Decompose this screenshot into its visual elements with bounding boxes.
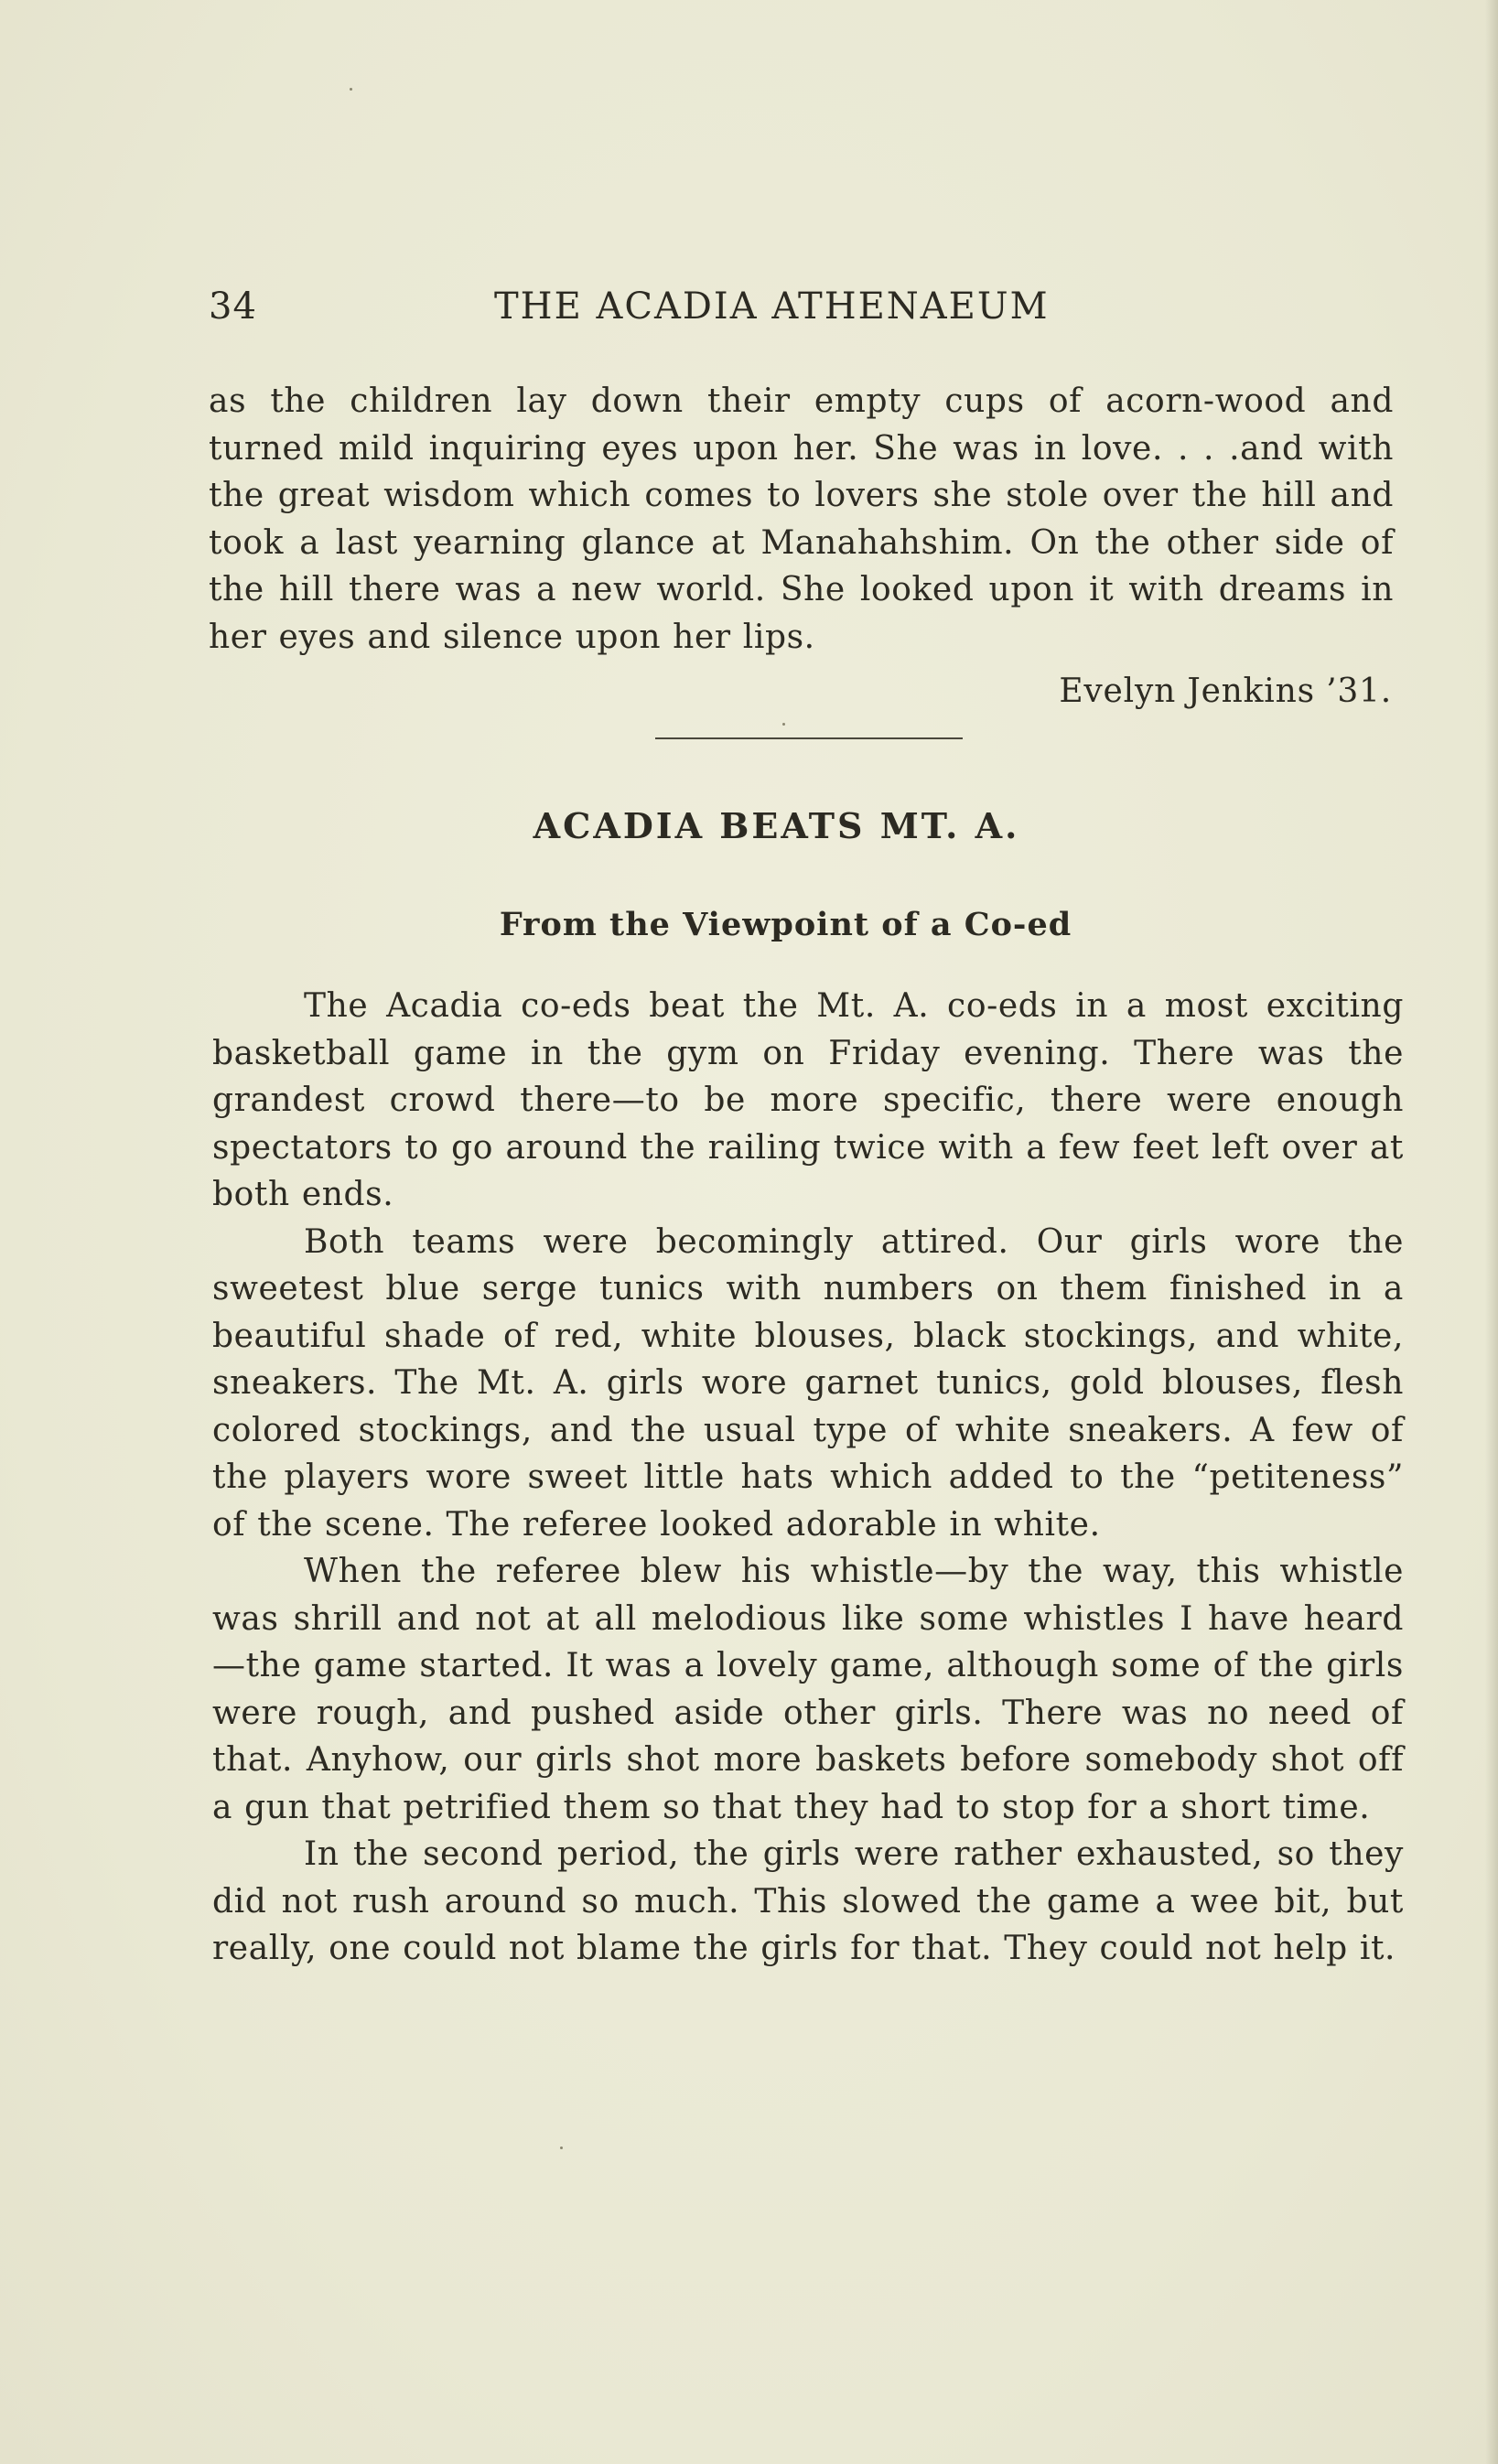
paper-speck (350, 88, 352, 91)
author-signature: Evelyn Jenkins ’31. (1059, 672, 1392, 710)
paper-speck (560, 2147, 563, 2149)
page-edge-shadow (1485, 0, 1498, 2464)
article-paragraph: The Acadia co-eds beat the Mt. A. co-eds in a most exciting basketball game in the gym on Friday evening. There was the grandest crowd there—to be more specific, there were enough spectators to go around the railing twice with a few feet left over at both ends. (212, 987, 1404, 1213)
article-paragraph: In the second period, the girls were rather exhausted, so they did not rush around so much. This slowed the game a wee bit, but really, one could not blame the girls for that. They could not help it. (212, 1835, 1404, 1967)
article-body (212, 983, 1404, 1973)
article-paragraph: Both teams were becomingly attired. Our girls wore the sweetest blue serge tunics with numbers on them finished in a beautiful shade of red, white blouses, black stockings, and white, sneakers. The Mt. A. girls wore garnet tunics, gold blouses, flesh colored stockings, and the usual type of white sneakers. A few of the players wore sweet little hats which added to the “petiteness” of the scene. The referee looked adorable in white. (212, 1222, 1404, 1544)
journal-title: THE ACADIA ATHENAEUM (494, 285, 1050, 328)
section-divider (655, 737, 963, 739)
article-paragraph: When the referee blew his whistle—by the way, this whistle was shrill and not at all melodious like some whistles I have heard—the game started. It was a lovely game, although some of the girls were rough, and pushed aside other girls. There was no need of that. Anyhow, our girls shot more baskets before somebody shot off a gun that petrified them so that they had to stop for a short time. (212, 1553, 1404, 1826)
page-number: 34 (209, 285, 257, 328)
running-head (209, 279, 1398, 334)
previous-article-text (209, 378, 1394, 661)
previous-article-paragraph: as the children lay down their empty cups of acorn-wood and turned mild inquiring eyes upon her. She was in love. . . .and with the great wisdom which comes to lovers she stole over the hill and took a last yearning glance at Manahahshim. On the other side of the hill there was a new world. She looked upon it with dreams in her eyes and silence upon her lips. (209, 382, 1394, 656)
article-subtitle: From the Viewpoint of a Co-ed (499, 906, 1072, 943)
paper-speck (782, 723, 785, 726)
article-title: ACADIA BEATS MT. A. (533, 805, 1020, 846)
